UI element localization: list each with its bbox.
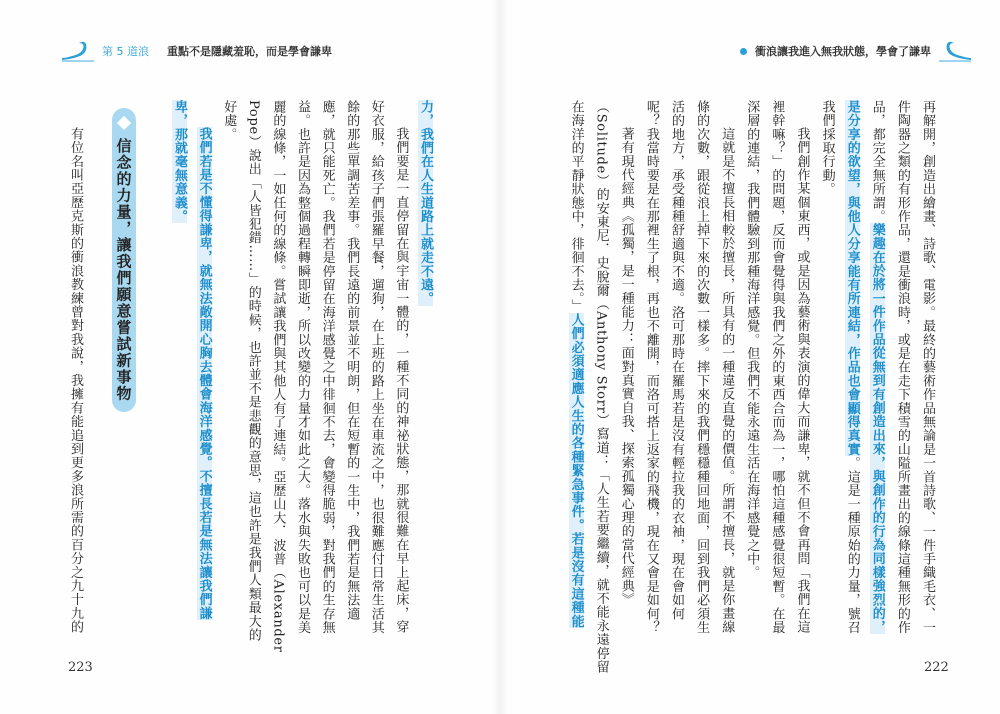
text-column [641,100,661,634]
body-text: 著有現代經典《孤獨，是一種能力：面對真實自我、探索孤獨心理的當代經典》 [618,127,634,607]
text-column [741,100,761,580]
highlighted-text: 人們必須適應人生的各種緊急事件。若是沒有這種能 [568,312,584,628]
text-column [341,100,361,621]
body-text: 我們採取行動。 [819,100,835,196]
text-column [817,100,837,196]
text-column [169,100,189,223]
chapter-label: 第 5 道浪 [102,45,149,58]
text-column [616,100,636,607]
text-column [218,100,238,141]
text-column [194,100,214,620]
body-text: 在海洋的平靜狀態中，徘徊不去。」 [568,100,584,313]
text-column [366,100,386,634]
text-column [267,100,287,653]
text-column [566,100,586,628]
body-text: 餘的那些單調苦差事。我們長遠的前景並不明朗，但在短暫的一生中，我們若是無法適 [344,100,360,621]
text-column [666,100,686,621]
body-text: 益。也許是因為整個過程轉瞬即逝，所以改變的力量才如此之大。落水與失敗也可以是美 [295,100,310,635]
body-text: 有位名叫亞歷克斯的衝浪教練曾對我說，我擁有能追到更多浪所需的百分之九十九的 [68,127,83,634]
chapter-title: 重點不是隱藏羞恥，而是學會謙卑 [167,45,332,58]
text-column [317,100,337,634]
body-text: 深層的連結，我們體驗到那種海洋感覺。但我們不能永遠生活在海洋感覺之中。 [744,100,760,580]
text-column [892,100,912,634]
wave-logo-icon [62,40,94,62]
body-text: 件陶器之類的有形作品，還是衝浪時，或是在走下積雪的山隘所畫出的線條這種無形的作 [894,100,910,635]
section-heading-text: 信念的力量，讓我們願意嘗試新事物 [114,138,133,402]
text-column [917,100,937,634]
wave-logo-icon [939,40,971,62]
text-column [243,100,263,642]
body-text: 裡幹嘛？」的問題，反而會覺得與我們之外的東西合而為一，哪怕這種感覺很短暫。在最 [769,100,785,635]
body-text: 我們要是一直停留在與宇宙一體的，一種不同的神祕狀態，那就很難在早上起床，穿 [393,127,409,634]
book-title: 衝浪讓我進入無我狀態，學會了謙卑 [755,45,931,58]
body-text: 我們創作某個東西，或是因為藝術與表演的偉大而謙卑，就不但不會再問「我們在這 [794,127,810,634]
text-column [415,100,435,306]
body-text: 麗的線條，一如任何的線條。嘗試讓我們與其他人有了連結。亞歷山大．波普（Alexander [270,100,286,653]
body-text: Pope）說出「人皆犯錯……」的時候，也許並不是悲觀的意思，這也許是我們人類最大的 [245,100,261,642]
body-text: 活的地方，承受種種舒適與不適。洛可那時在羅馬若是沒有輕拉我的衣袖，現在會如何 [669,100,684,621]
highlighted-text: 樂趣在於將一件作品從無到有創造出來，與創作的行為同樣強烈的， [869,223,885,635]
page-number: 222 [924,660,949,675]
text-column [842,100,862,634]
text-column [867,100,887,634]
body-text: 條的次數，跟從浪上掉下來的次數一樣多。摔下來的我們穩穩種回地面，回到我們必須生 [694,100,710,635]
highlighted-text: 卑，那就毫無意義。 [172,100,187,224]
bullet-icon [740,48,747,55]
book-gutter [492,0,508,714]
body-text: 。這是一種原始的力量，號召 [844,456,860,635]
body-text: （Solitude）的安東尼．史脫爾（Anthony Storr）寫道：「人生若要繼續，就不能永遠停留 [593,100,609,674]
highlighted-text: 我們若是不懂得謙卑，就無法敞開心胸去體會海洋感覺。不擅長若是無法讓我們謙 [196,127,212,621]
body-text: 再解開，創造出繪畫、詩歌、電影。最終的藝術作品無論是一首詩歌、一件手織毛衣、一 [920,100,935,635]
diamond-icon [117,116,131,130]
body-text: 這就是不擅長相較於擅長，所具有的一種違反直覺的價值。所謂不擅長，就是你畫線 [719,127,735,634]
text-column [792,100,812,634]
text-column [390,100,410,634]
text-column [292,100,312,634]
body-text: 應，就只能死亡。我們若是停留在海洋感覺之中徘徊不去，會變得脆弱，對我們的生存無 [319,100,335,635]
right-page [500,0,1000,714]
body-text: 好處。 [221,100,237,142]
section-heading [112,108,136,412]
text-column [691,100,711,634]
body-text: 好衣服，給孩子們張羅早餐，遛狗，在上班的路上坐在車流之中，也很難應付日常生活其 [368,100,384,635]
text-column [591,100,611,674]
left-running-header [62,40,332,62]
body-text: 品，都完全無所謂。 [869,100,885,224]
body-text: 呢？我當時要是在那裡生了根，再也不離開，而洛可搭上返家的飛機，現在又會是如何？ [643,100,659,635]
text-column [766,100,786,634]
text-column [65,100,85,634]
page-number: 223 [68,660,93,675]
right-running-header [740,40,971,62]
highlighted-text: 是分享的欲望，與他人分享能有所連結，作品也會顯得真實 [844,100,860,457]
text-column [716,100,736,634]
highlighted-text: 力，我們在人生道路上就走不遠。 [418,100,433,306]
